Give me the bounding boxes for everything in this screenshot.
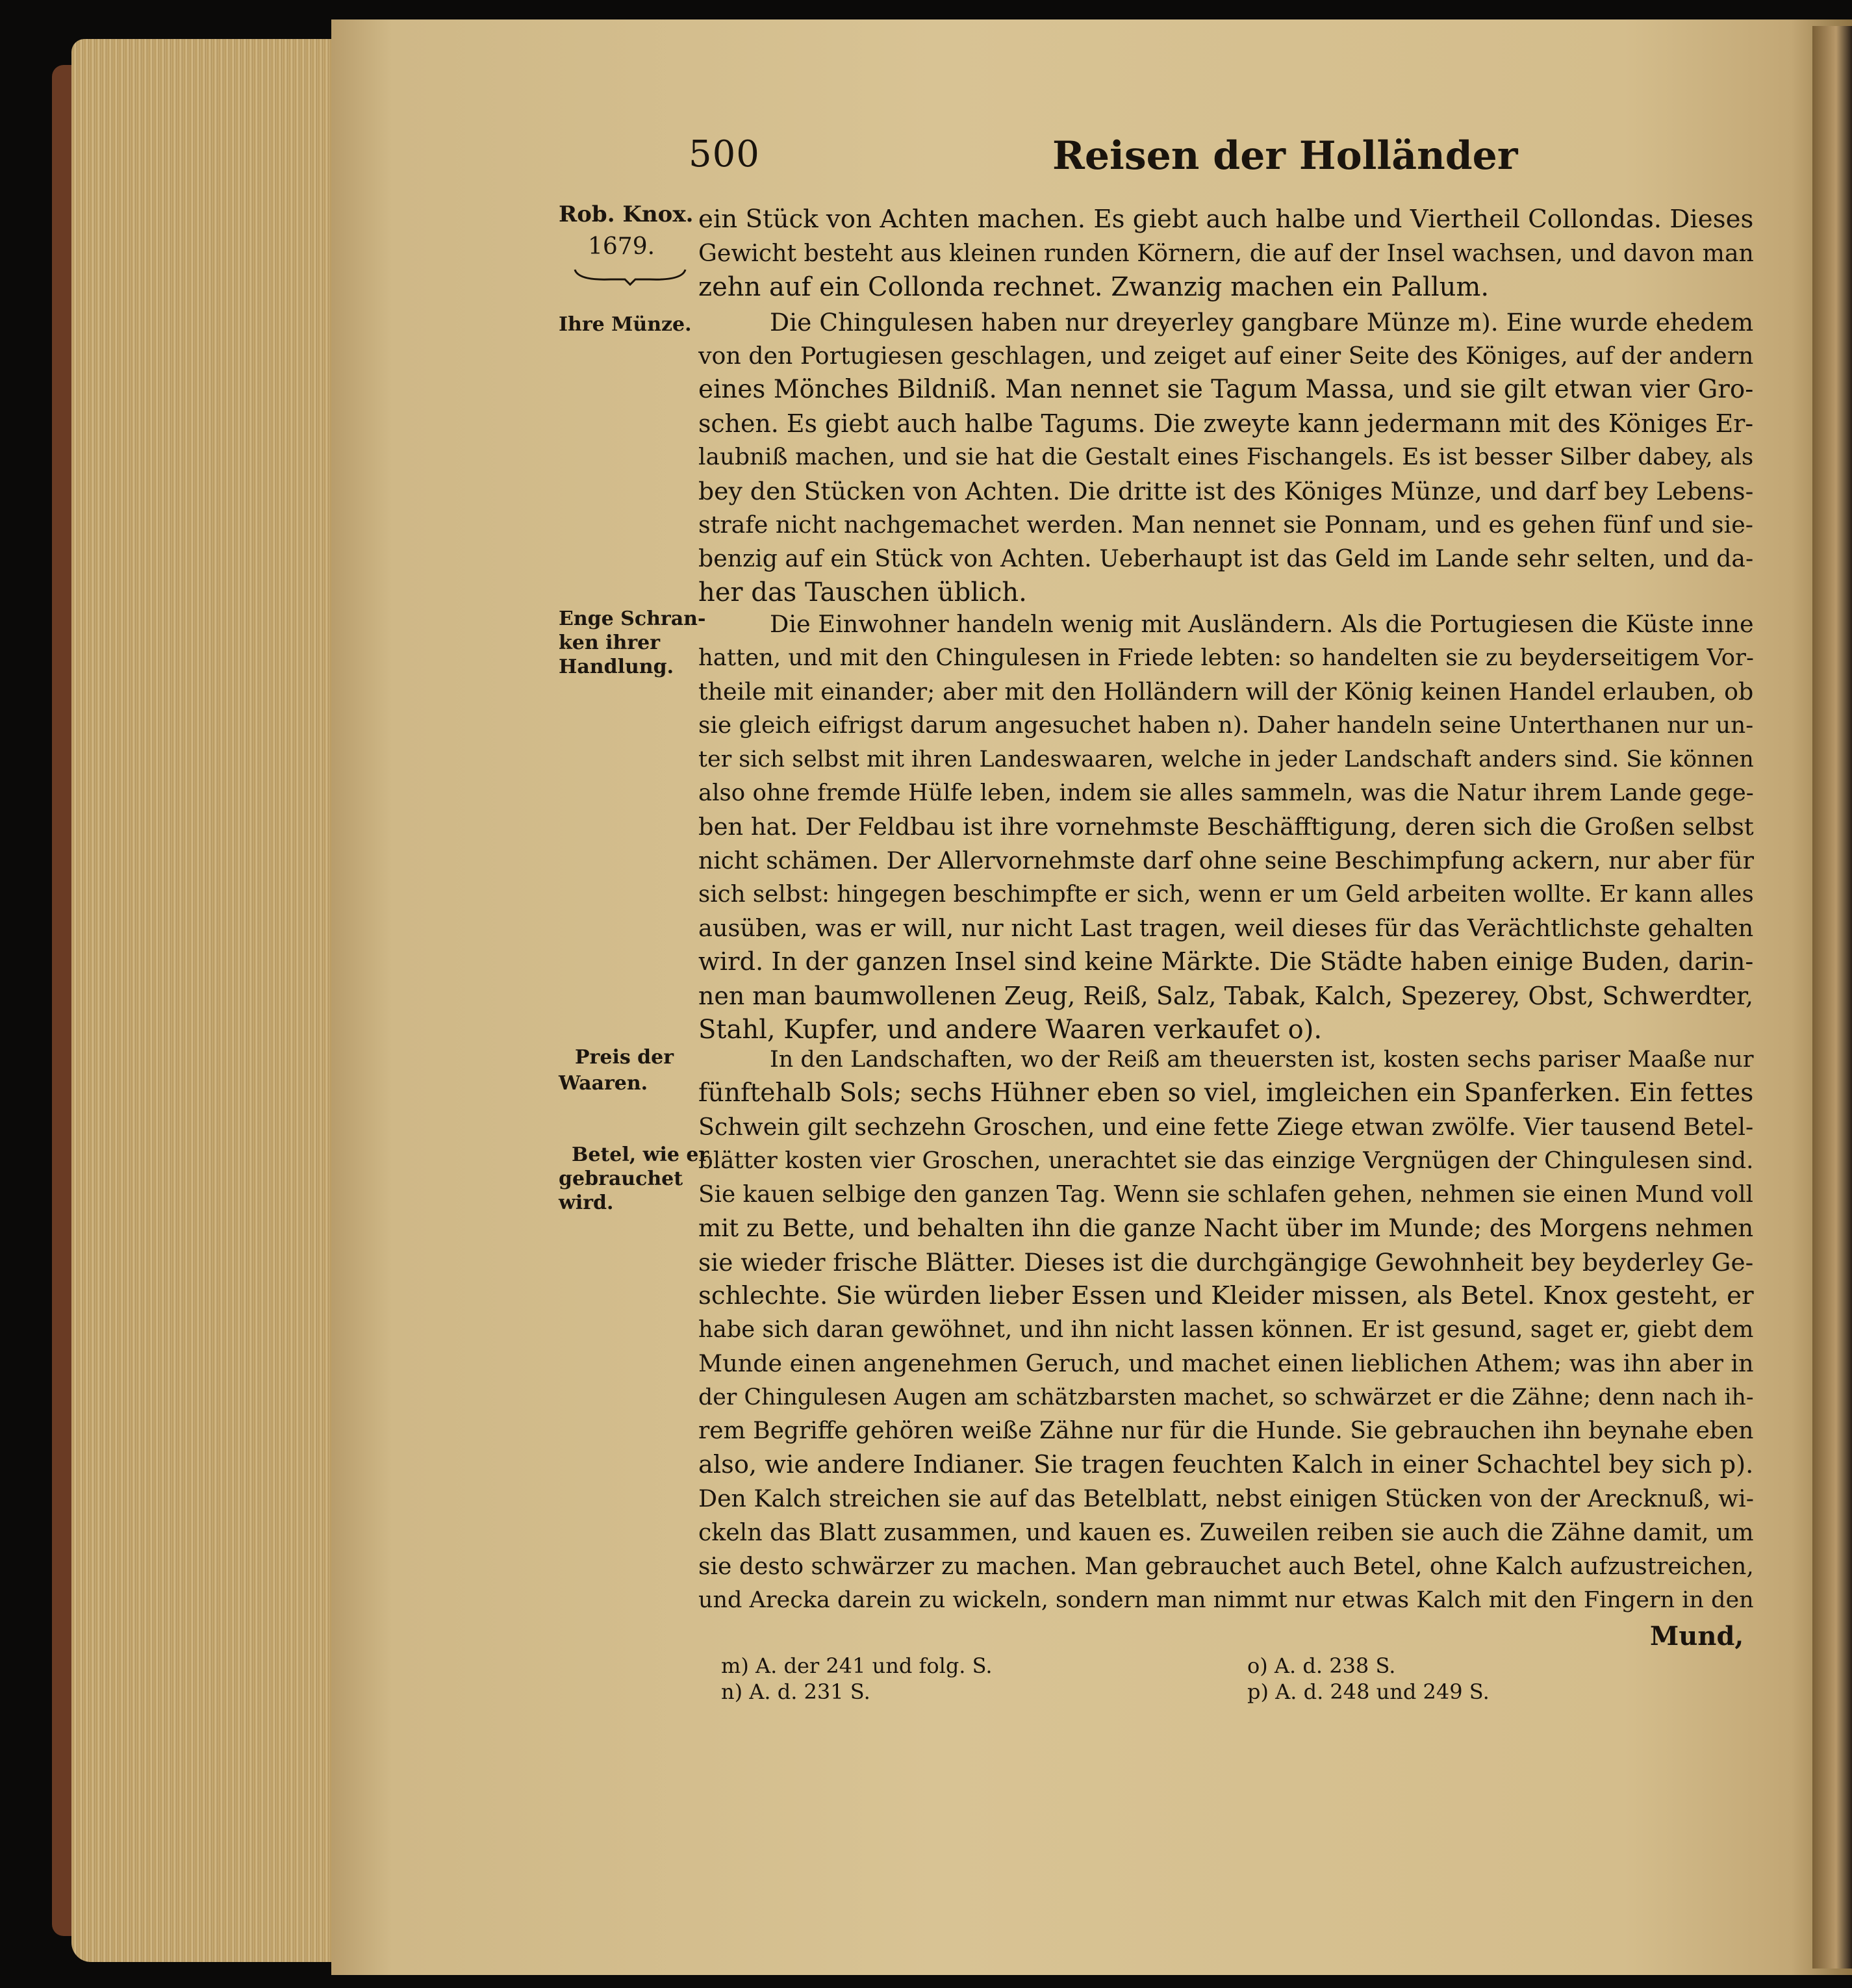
paragraph-muenze: Die Chingulesen haben nur dreyerley gangbare Münze m). Eine wurde ehedem von den Portugiesen geschlagen, und zeiget auf einer Seite des Königes, auf der andern eines Mönches Bildniß. Man nennet sie Tagum Massa, und sie gilt etwan vier Gro- schen. Es giebt auch halbe Tagums. Die zweyte kann jedermann mit des Königes Er- laubniß machen, und sie hat die Gestalt eines Fischangels. Es ist besser Silber dabey, als bey den Stücken von Achten. Die dritte ist des Königes Münze, und darf bey Lebens- strafe nicht nachgemachet werden. Man nennet sie Ponnam, und es gehen fünf und sie- benzig auf ein Stück von Achten. Ueberhaupt ist das Geld im Lande sehr selten, und da- her das Tauschen üblich. [698,308,1754,607]
margin-note-betel-3: wird. [559,1192,614,1214]
paragraph-preise-betel: In den Landschaften, wo der Reiß am theuersten ist, kosten sechs pariser Maaße nur fünftehalb Sols; sechs Hühner eben so viel, imgleichen ein Spanferken. Ein fettes Schwein gilt sechzehn Groschen, und eine fette Ziege etwan zwölfe. Vier tausend Betel- blätter kosten vier Groschen, unerachtet sie das einzige Vergnügen der Chingulesen sind. Sie kauen selbige den ganzen Tag. Wenn sie schlafen gehen, nehmen sie einen Mund voll mit zu Bette, und behalten ihn die ganze Nacht über im Munde; des Morgens nehmen sie wieder frische Blätter. Dieses ist die durchgängige Gewohnheit bey beyderley Ge- schlechte. Sie würden lieber Essen und Kleider missen, als Betel. Knox gesteht, er habe sich daran gewöhnet, und ihn nicht lassen können. Er ist gesund, saget er, giebt dem Munde einen angenehmen Geruch, und machet einen lieblichen Athem; was ihn aber in der Chingulesen Augen am schätzbarsten machet, so schwärzet er die Zähne; denn nach ih- rem Begriffe gehören weiße Zähne nur für die Hunde. Sie gebrauchen ihn beynahe eben also, wie andere Indianer. Sie tragen feuchten Kalch in einer Schachtel bey sich p). Den Kalch streichen sie auf das Betelblatt, nebst einigen Stücken von der Arecknuß, wi- ckeln das Blatt zusammen, und kauen es. Zuweilen reiben sie auch die Zähne damit, um sie desto schwärzer zu machen. Man gebrauchet auch Betel, ohne Kalch aufzustreichen, und Arecka darein zu wickeln, sondern man nimmt nur etwas Kalch mit den Fingern in den [698,1047,1754,1613]
margin-note-betel-2: gebrauchet [559,1167,683,1190]
margin-note-schranken-3: Handlung. [559,656,674,678]
margin-brace [572,266,689,286]
margin-note-muenze: Ihre Münze. [559,313,692,336]
paragraph-collondas: ein Stück von Achten machen. Es giebt auch halbe und Viertheil Collondas. Dieses Gewicht besteht aus kleinen runden Körnern, die auf der Insel wachsen, und davon man zehn auf ein Collonda rechnet. Zwanzig machen ein Pallum. [698,205,1754,302]
footnote-m: m) A. der 241 und folg. S. [721,1653,993,1678]
margin-note-preis-2: Waaren. [559,1072,648,1095]
paragraph-handlung: Die Einwohner handeln wenig mit Ausländern. Als die Portugiesen die Küste inne hatten, und mit den Chingulesen in Friede lebten: so handelten sie zu beyderseitigem Vor- theile mit einander; aber mit den Holländern will der König keinen Handel erlauben, ob sie gleich eifrigst darum angesuchet haben n). Daher handeln seine Unterthanen nur un- ter sich selbst mit ihren Landeswaaren, welche in jeder Landschaft anders sind. Sie können also ohne fremde Hülfe leben, indem sie alles sammeln, was die Natur ihrem Lande gege- ben hat. Der Feldbau ist ihre vornehmste Beschäfftigung, deren sich die Großen selbst nicht schämen. Der Allervornehmste darf ohne seine Beschimpfung ackern, nur aber für sich selbst: hingegen beschimpfte er sich, wenn er um Geld arbeiten wollte. Er kann alles ausüben, was er will, nur nicht Last tragen, weil dieses für das Verächtlichste gehalten wird. In der ganzen Insel sind keine Märkte. Die Städte haben einige Buden, darin- nen man baumwollenen Zeug, Reiß, Salz, Tabak, Kalch, Spezerey, Obst, Schwerdter, Stahl, Kupfer, und andere Waaren verkaufet o). [698,610,1754,1045]
footnote-n: n) A. d. 231 S. [721,1679,870,1704]
margin-note-schranken-1: Enge Schran- [559,607,706,630]
margin-note-preis-1: Preis der [575,1046,674,1069]
page-title: Reisen der Holländer [1052,133,1518,179]
margin-year: 1679. [588,233,655,260]
margin-note-betel-1: Betel, wie er [572,1143,709,1166]
running-head [689,133,1754,185]
catchword: Mund, [1650,1621,1744,1651]
footnote-o: o) A. d. 238 S. [1247,1653,1396,1678]
page-stack-edge [71,39,344,1962]
margin-author: Rob. Knox. [559,201,694,227]
page-number: 500 [689,133,760,175]
footnote-p: p) A. d. 248 und 249 S. [1247,1679,1490,1704]
page-gutter-shadow [1812,26,1852,1969]
margin-note-schranken-2: ken ihrer [559,631,661,654]
